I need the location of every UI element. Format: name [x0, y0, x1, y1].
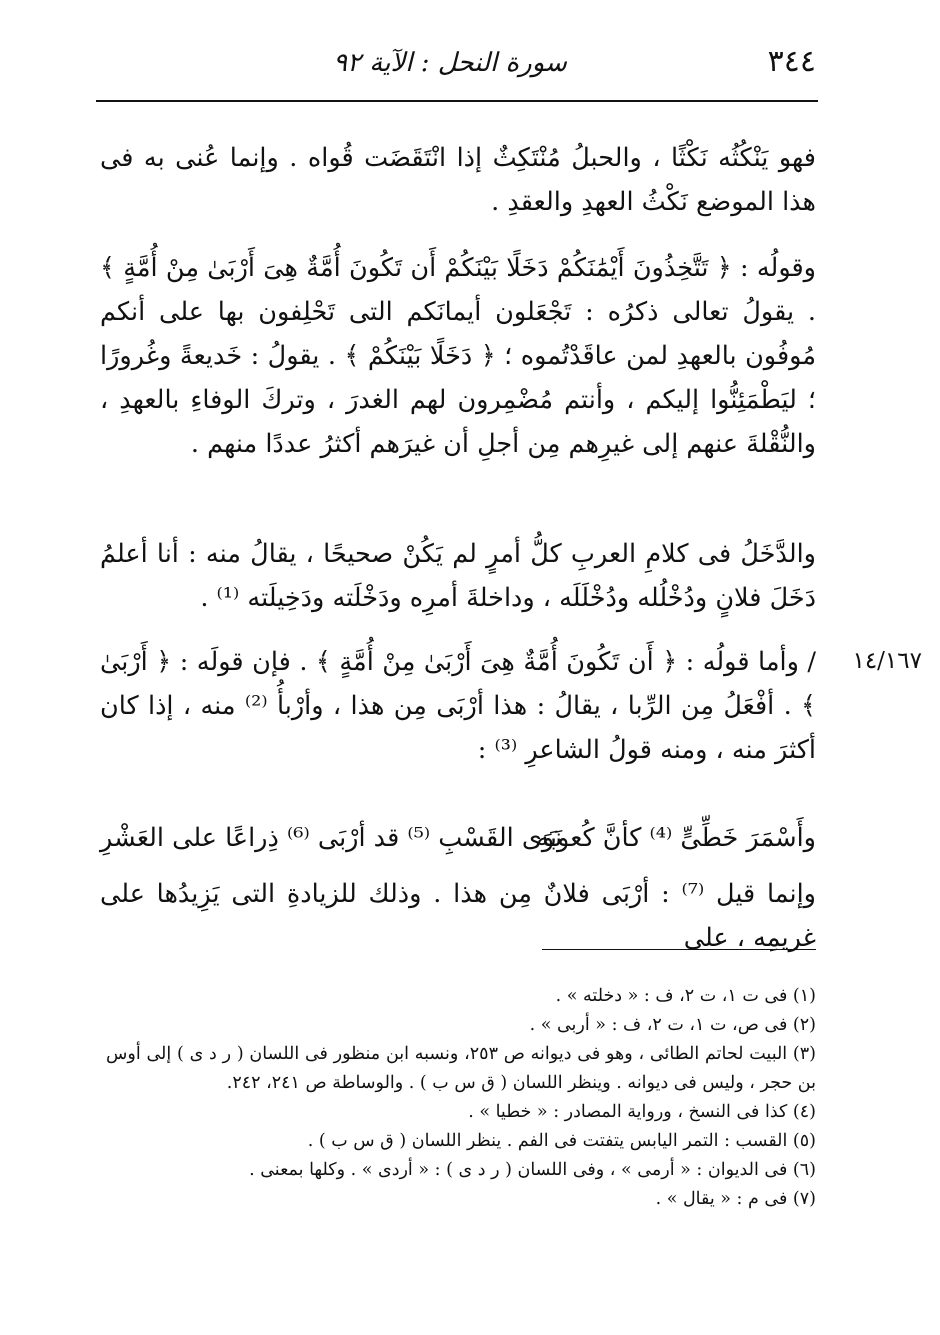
page-number: ٣٤٤: [767, 44, 816, 79]
footnote-3: (٣) البيت لحاتم الطائى ، وهو فى ديوانه ص ٢٥٣، ونسبه ابن منظور فى اللسان ( ر د ى ) إلى أوس بن حجر ، وليس فى ديوانه . وينظر اللسان ( ق س ب ) . والوساطة ص ٢٤١، ٢٤٢.: [106, 1044, 816, 1093]
footnote-4: (٤) كذا فى النسخ ، ورواية المصادر : « خطيا » .: [468, 1102, 816, 1122]
verse-first-hemistich: وأَسْمَرَ خَطِّىٍّ ⁽⁴⁾ كأنَّ كُعوبَه: [536, 823, 816, 853]
verse-second-hemistich: نَوَى القَسْبِ ⁽⁵⁾ قد أرْبَى ⁽⁶⁾ ذِراعًا على العَشْرِ: [100, 823, 563, 853]
paragraph-3: والدَّخَلُ فى كلامِ العربِ كلُّ أمرٍ لم يَكُنْ صحيحًا ، يقالُ منه : أنا أعلمُ دَخَلَ فلانٍ ودُخْلُله ودُخْلَلَه ، وداخلةَ أمرِه ودَخْلَته ودَخِيلَته ⁽¹⁾ .: [100, 539, 816, 613]
footnote-1: (١) فى ت ١، ت ٢، ف : « دخلته » .: [555, 986, 816, 1006]
footnote-6: (٦) فى الديوان : « أرمى » ، وفى اللسان ( ر د ى ) : « أردى » . وكلها بمعنى .: [249, 1160, 816, 1180]
footnotes: [106, 982, 816, 1214]
margin-reference: ١٤/١٦٧: [852, 648, 922, 674]
paragraph-1: فهو يَنْكُثُه نَكْثًا ، والحبلُ مُنْتَكِثٌ إذا انْتَقَضَت قُواه . وإنما عُنى به فى هذا الموضع نَكْثُ العهدِ والعقدِ .: [100, 143, 816, 217]
paragraph-4: / وأما قولُه : ﴿ أَن تَكُونَ أُمَّةٌ هِىَ أَرْبَىٰ مِنْ أُمَّةٍ ﴾ . فإن قولَه : ﴿ أَرْبَىٰ ﴾ . أفْعَلُ مِن الرِّبا ، يقالُ : هذا أرْبَى مِن هذا ، وأرْبأُ ⁽²⁾ منه ، إذا كان أكثرَ منه ، ومنه قولُ الشاعرِ ⁽³⁾ :: [100, 647, 816, 765]
running-title: سورة النحل : الآية ٩٢: [333, 48, 567, 78]
paragraph-2: وقولُه : ﴿ تَتَّخِذُونَ أَيْمَٰنَكُمْ دَخَلًا بَيْنَكُمْ أَن تَكُونَ أُمَّةٌ هِىَ أَرْبَىٰ مِنْ أُمَّةٍ ﴾ . يقولُ تعالى ذكرُه : تَجْعَلون أيمانَكم التى تَحْلِفون بها على أنكم مُوفُون بالعهدِ لمن عاقَدْتُموه ؛ ﴿ دَخَلًا بَيْنَكُمْ ﴾ . يقولُ : خَديعةً وغُرورًا ؛ ليَطْمَئِنُّوا إليكم ، وأنتم مُضْمِرون لهم الغدرَ ، وتركَ الوفاءِ بالعهدِ ، والنُّقْلةَ عنهم إلى غيرِهم مِن أجلِ أن غيرَهم أكثرُ عددًا منهم .: [100, 253, 816, 459]
poetry-verse: [100, 816, 816, 860]
footnote-2: (٢) فى ص، ت ١، ت ٢، ف : « أربى » .: [529, 1015, 816, 1035]
footnote-7: (٧) فى م : « يقال » .: [655, 1189, 816, 1209]
footnote-5: (٥) القسب : التمر اليابس يتفتت فى الفم . ينظر اللسان ( ق س ب ) .: [307, 1131, 816, 1151]
footnote-separator: [542, 949, 816, 950]
paragraph-5: وإنما قيل ⁽⁷⁾ : أرْبَى فلانٌ مِن هذا . وذلك للزيادةِ التى يَزِيدُها على غريمِه ، على: [100, 879, 816, 953]
header-rule: [96, 100, 818, 102]
